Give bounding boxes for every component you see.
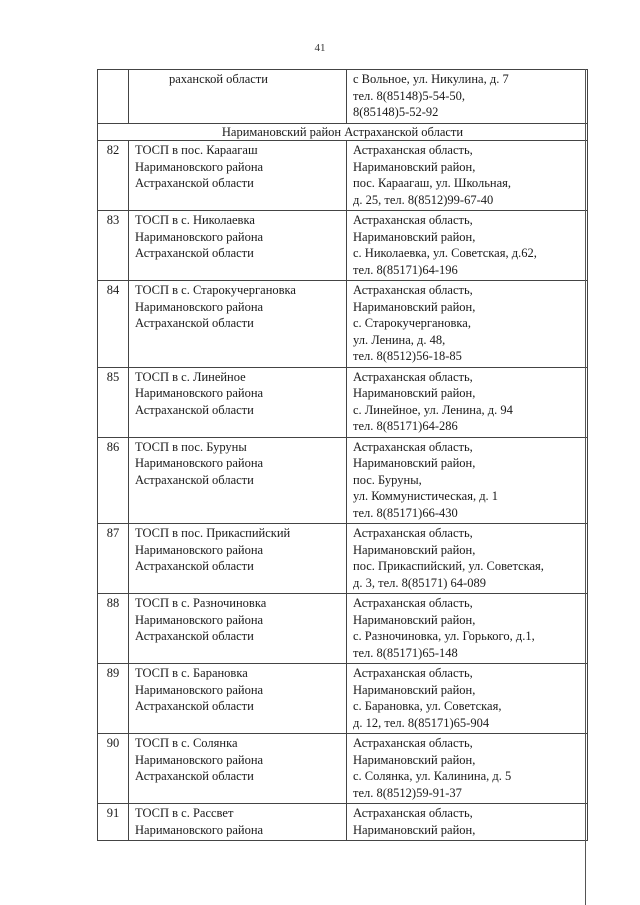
station-address-line: с. Линейное, ул. Ленина, д. 94 [353, 402, 513, 417]
station-address-line: с. Разночиновка, ул. Горького, д.1, [353, 629, 535, 643]
row-number: 91 [98, 804, 129, 841]
station-address-line: с. Николаевка, ул. Советская, д.62, [353, 246, 537, 260]
station-name-cell [129, 594, 347, 664]
station-address-cell [347, 524, 588, 594]
station-address-line: Наримановский район, [353, 822, 476, 837]
station-name-line: Астраханской области [135, 472, 254, 487]
station-address-line: д. 3, тел. 8(85171) 64-089 [353, 575, 486, 590]
station-name-cell [129, 734, 347, 804]
table-row [98, 664, 588, 734]
station-name-cell [129, 804, 347, 841]
station-address-line: ул. Ленина, д. 48, [353, 332, 446, 347]
row-number: 90 [98, 734, 129, 804]
station-address-cell [347, 211, 588, 281]
station-address-line: Наримановский район, [353, 612, 476, 627]
station-address-cell [347, 734, 588, 804]
station-address-line: тел. 8(85171)65-148 [353, 645, 458, 660]
station-name-line: Наримановского района [135, 299, 264, 314]
station-name-line: ТОСП в с. Рассвет [135, 806, 234, 820]
station-address-cell [347, 437, 588, 524]
table-row [98, 141, 588, 211]
station-name-line: Астраханской области [135, 629, 254, 643]
page-number: 41 [314, 42, 326, 54]
station-address-line: с Вольное, ул. Никулина, д. 7 [353, 72, 509, 86]
station-address-line: тел. 8(85171)64-286 [353, 419, 458, 433]
station-name-line: ТОСП в с. Солянка [135, 736, 238, 750]
table-row [98, 524, 588, 594]
station-address-line: тел. 8(8512)59-91-37 [353, 785, 462, 800]
row-number: 82 [98, 141, 129, 211]
station-address-line: пос. Буруны, [353, 472, 422, 487]
station-name-line: Наримановского района [135, 386, 264, 400]
station-name-line: ТОСП в пос. Караагаш [135, 143, 258, 157]
station-name-cell [129, 367, 347, 437]
station-address-line: 8(85148)5-52-92 [353, 105, 439, 119]
station-name-line: раханской области [169, 72, 268, 86]
station-name-line: Астраханской области [135, 769, 254, 783]
station-name-line: ТОСП в с. Барановка [135, 666, 248, 680]
station-name-cell [129, 141, 347, 211]
station-name-line: ТОСП в с. Старокучергановка [135, 283, 296, 297]
table-row [98, 281, 588, 368]
row-number: 84 [98, 281, 129, 368]
row-number: 89 [98, 664, 129, 734]
station-name-line: ТОСП в с. Разночиновка [135, 596, 267, 610]
station-name-line: Астраханской области [135, 402, 254, 417]
station-address-line: Астраханская область, [353, 806, 473, 820]
station-address-line: Астраханская область, [353, 666, 473, 680]
table-row [98, 367, 588, 437]
station-address-line: пос. Прикаспийский, ул. Советская, [353, 559, 544, 573]
station-address-line: Наримановский район, [353, 159, 476, 174]
station-name-cell [129, 437, 347, 524]
district-header-row [98, 123, 588, 141]
station-name-line: Наримановского района [135, 542, 264, 557]
station-name-cell [129, 281, 347, 368]
table-row-continuation [98, 70, 588, 124]
station-address-line: Наримановский район, [353, 299, 476, 314]
polling-stations-table [97, 69, 588, 841]
station-name-line: Астраханской области [135, 246, 254, 260]
station-address-line: Наримановский район, [353, 542, 476, 557]
station-name-cell [129, 211, 347, 281]
table-row [98, 734, 588, 804]
table-row [98, 211, 588, 281]
station-address-line: Наримановский район, [353, 752, 476, 767]
station-address-cell [347, 664, 588, 734]
station-name-cell [129, 664, 347, 734]
station-address-cell [347, 367, 588, 437]
row-number-cell [98, 70, 129, 124]
station-address-line: Наримановский район, [353, 682, 476, 697]
station-address-line: Астраханская область, [353, 213, 473, 227]
station-address-line: Астраханская область, [353, 596, 473, 610]
station-address-line: д. 25, тел. 8(8512)99-67-40 [353, 192, 494, 207]
station-address-line: Астраханская область, [353, 369, 473, 384]
station-address-line: ул. Коммунистическая, д. 1 [353, 489, 499, 503]
station-address-line: тел. 8(85148)5-54-50, [353, 88, 466, 103]
station-address-line: Астраханская область, [353, 283, 473, 297]
station-address-cell [347, 804, 588, 841]
station-name-line: Наримановского района [135, 682, 264, 697]
station-address-line: Наримановский район, [353, 229, 476, 244]
station-address-line: Астраханская область, [353, 439, 473, 454]
station-address-cell [347, 594, 588, 664]
station-name-cell [129, 524, 347, 594]
district-header: Наримановский район Астраханской области [98, 123, 588, 141]
station-address-line: д. 12, тел. 8(85171)65-904 [353, 715, 490, 730]
station-name-line: Астраханской области [135, 699, 254, 713]
station-address-line: Астраханская область, [353, 143, 473, 157]
station-address-line: с. Барановка, ул. Советская, [353, 699, 502, 713]
row-number: 87 [98, 524, 129, 594]
station-name-line: Наримановского района [135, 612, 264, 627]
table-row [98, 594, 588, 664]
station-name-line: ТОСП в с. Николаевка [135, 213, 255, 227]
station-name-line: Наримановского района [135, 752, 264, 767]
station-name-line: ТОСП в пос. Буруны [135, 439, 247, 454]
page-edge-line [585, 69, 586, 905]
station-name-line: Наримановского района [135, 456, 264, 470]
row-number: 88 [98, 594, 129, 664]
row-number: 86 [98, 437, 129, 524]
row-number: 83 [98, 211, 129, 281]
station-address-line: пос. Караагаш, ул. Школьная, [353, 176, 512, 190]
station-address-line: Астраханская область, [353, 736, 473, 750]
station-name-line: ТОСП в пос. Прикаспийский [135, 526, 291, 540]
station-name-line: Астраханской области [135, 559, 254, 573]
station-address-cell [347, 141, 588, 211]
station-name-line: Астраханской области [135, 316, 254, 330]
station-name-line: Наримановского района [135, 229, 264, 244]
table-row [98, 437, 588, 524]
station-name-line: Наримановского района [135, 822, 264, 837]
station-name-line: Астраханской области [135, 176, 254, 190]
station-address-line: Наримановский район, [353, 386, 476, 400]
station-address-cell [347, 70, 588, 124]
station-address-line: тел. 8(85171)66-430 [353, 505, 458, 520]
station-name-line: Наримановского района [135, 159, 264, 174]
station-address-line: с. Солянка, ул. Калинина, д. 5 [353, 769, 512, 783]
row-number: 85 [98, 367, 129, 437]
station-address-line: Астраханская область, [353, 526, 473, 540]
station-address-line: Наримановский район, [353, 456, 476, 470]
station-address-line: с. Старокучергановка, [353, 316, 471, 330]
station-name-line: ТОСП в с. Линейное [135, 369, 246, 384]
station-name-cell [129, 70, 347, 124]
station-address-line: тел. 8(85171)64-196 [353, 262, 458, 277]
table-row [98, 804, 588, 841]
station-address-line: тел. 8(8512)56-18-85 [353, 349, 462, 363]
station-address-cell [347, 281, 588, 368]
